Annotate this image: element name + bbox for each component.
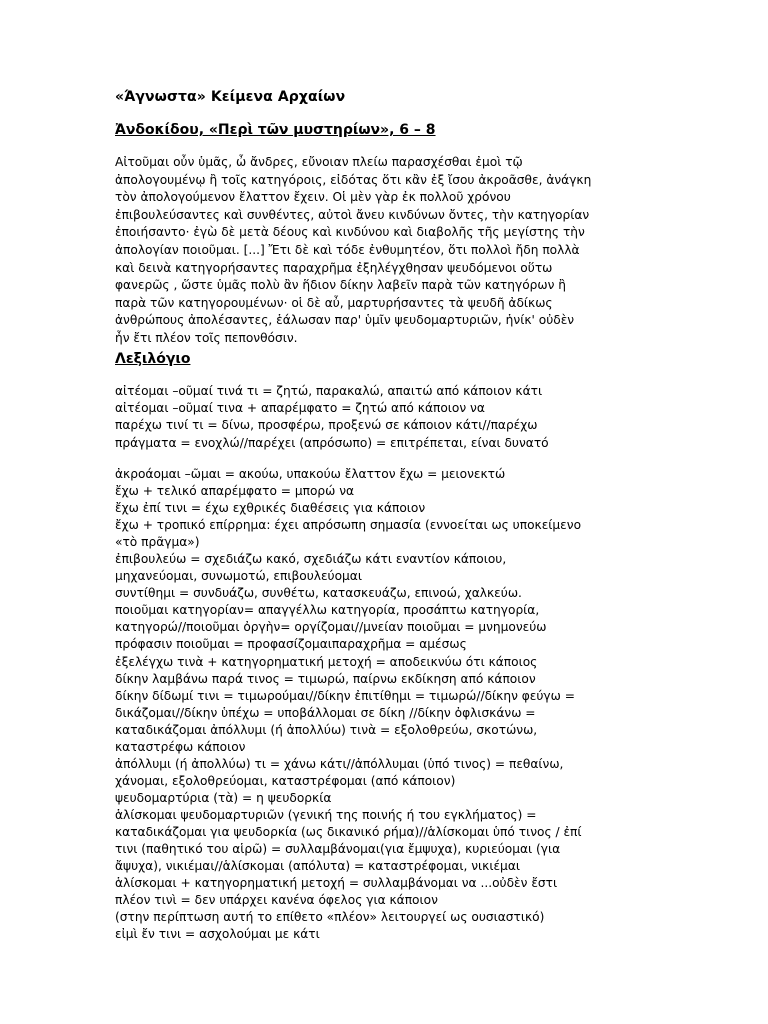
lexicon-entry-line: δίκην δίδωμί τινι = τιμωρούμαι//δίκην ἐπιτίθημι = τιμωρώ//δίκην φεύγω = [115,688,575,703]
passage-line: καὶ δεινὰ κατηγορήσαντες παραχρῆμα ἐξηλέγχθησαν ψευδόμενοι οὕτω [115,260,553,275]
lexicon-entry-line: ἀκροάομαι –ῶμαι = ακούω, υπακούω ἔλαττον ἔχω = μειονεκτώ [115,467,506,481]
lexicon-entry-line: ἁλίσκομαι + κατηγορηματική μετοχή = συλλαμβάνομαι να ...οὐδὲν ἔστι [115,876,558,891]
ancient-greek-passage [115,154,655,348]
passage-line: ἀνθρώπους ἀπολέσαντες, ἑάλωσαν παρ' ὑμῖν ψευδομαρτυριῶν, ἡνίκ' οὐδὲν [115,313,575,328]
lexicon-entry-line: παρέχω τινί τι = δίνω, προσφέρω, προξενώ σε κάποιον κάτι//παρέχω [115,418,538,433]
passage-line: Αἰτοῦμαι οὖν ὑμᾶς, ὦ ἄνδρες, εὔνοιαν πλείω παρασχέσθαι ἐμοὶ τῷ [115,155,523,169]
lexicon-entry-line: καταστρέφω κάποιον [115,739,246,754]
lexicon-entry-line: ἔχω + τελικό απαρέμφατο = μπορώ να [115,484,355,499]
lexicon-entry-line: ἔχω ἐπί τινι = έχω εχθρικές διαθέσεις για κάποιον [115,501,426,516]
lexicon-entry-line: ἄψυχα), νικιέμαι//ἁλίσκομαι (απόλυτα) = καταστρέφομαι, νικιέμαι [115,859,520,874]
lexicon-entry-line: αἰτέομαι –οῦμαί τινα + απαρέμφατο = ζητώ από κάποιον να [115,401,485,416]
lexicon-entry-line: πρόφασιν ποιοῦμαι = προφασίζομαιπαραχρῆμα = αμέσως [115,637,467,652]
passage-line: παρὰ τῶν κατηγορουμένων· οἱ δὲ αὖ, μαρτυρήσαντες τὰ ψευδῆ ἀδίκως [115,295,553,310]
lexicon-entry-line: ψευδομαρτύρια (τὰ) = η ψευδορκία [115,790,332,805]
lexicon-block-1 [115,383,660,452]
lexicon-block-2 [115,466,660,943]
lexicon-entry-line: πλέον τινὶ = δεν υπάρχει κανένα όφελος για κάποιον [115,893,438,908]
passage-line: ἦν ἔτι πλέον τοῖς πεπονθόσιν. [115,330,298,345]
lexicon-entry-line: δικάζομαι//δίκην ὑπέχω = υποβάλλομαι σε δίκη //δίκην ὀφλισκάνω = [115,705,536,720]
lexicon-entry-line: «τὸ πρᾶγμα») [115,535,200,550]
lexicon-entry-line: τινι (παθητικό του αἱρῶ) = συλλαμβάνομαι(για ἔμψυχα), κυριεύομαι (για [115,842,561,857]
lexicon-entry-line: μηχανεύομαι, συνωμοτώ, επιβουλεύομαι [115,569,362,584]
passage-line: ἐποιήσαντο· ἐγὼ δὲ μετὰ δέους καὶ κινδύνου καὶ διαβολῆς τῆς μεγίστης τὴν [115,225,585,240]
passage-line: ἐπιβουλεύσαντες καὶ συνθέντες, αὐτοὶ ἄνευ κινδύνων ὄντες, τὴν κατηγορίαν [115,207,590,222]
lexicon-entry-line: αἰτέομαι –οῦμαί τινά τι = ζητώ, παρακαλώ, απαιτώ από κάποιον κάτι [115,384,543,398]
lexicon-entry-line: ἐξελέγχω τινὰ + κατηγορηματική μετοχή = αποδεικνύω ότι κάποιος [115,654,538,669]
lexicon-entry-line: χάνομαι, εξολοθρεύομαι, καταστρέφομαι (από κάποιον) [115,773,456,788]
lexicon-entry-line: ἀπόλλυμι (ή ἀπολλύω) τι = χάνω κάτι//ἀπόλλυμαι (ὑπό τινος) = πεθαίνω, [115,756,564,771]
lexicon-entry-line: καταδικάζομαι ἀπόλλυμι (ή ἀπολλύω) τινὰ = εξολοθρεύω, σκοτώνω, [115,722,538,737]
lexicon-heading: Λεξιλόγιο [115,351,191,367]
passage-line: ἀπολογίαν ποιοῦμαι. [...] Ἔτι δὲ καὶ τόδε ἐνθυμητέον, ὅτι πολλοὶ ἤδη πολλὰ [115,242,580,257]
passage-line: ἀπολογουμένῳ ἢ τοῖς κατηγόροις, εἰδότας ὅτι κἂν ἐξ ἴσου ἀκροᾶσθε, ἀνάγκη [115,172,592,187]
lexicon-entry-line: ποιοῦμαι κατηγορίαν= απαγγέλλω κατηγορία, προσάπτω κατηγορία, [115,603,540,618]
lexicon-entry-line: ἔχω + τροπικό επίρρημα: έχει απρόσωπη σημασία (εννοείται ως υποκείμενο [115,518,582,533]
lexicon-entry-line: καταδικάζομαι για ψευδορκία (ως δικανικό ρήμα)//ἁλίσκομαι ὑπό τινος / ἐπί [115,824,582,839]
lexicon-entry-line: (στην περίπτωση αυτή το επίθετο «πλέον» λειτουργεί ως ουσιαστικό) [115,910,545,925]
passage-line: φανερῶς , ὥστε ὑμᾶς πολὺ ἂν ἥδιον δίκην λαβεῖν παρὰ τῶν κατηγόρων ἢ [115,278,566,293]
lexicon-entry-line: εἰμὶ ἔν τινι = ασχολούμαι με κάτι [115,927,320,942]
lexicon-entry-line: κατηγορώ//ποιοῦμαι ὀργὴν= οργίζομαι//μνείαν ποιοῦμαι = μνημονεύω [115,620,547,635]
passage-source-heading: Ἀνδοκίδου, «Περὶ τῶν μυστηρίων», 6 – 8 [115,122,436,138]
lexicon-entry-line: ἁλίσκομαι ψευδομαρτυριῶν (γενική της ποινής ή του εγκλήματος) = [115,807,537,822]
passage-line: τὸν ἀπολογούμενον ἔλαττον ἔχειν. Οἱ μὲν γὰρ ἐκ πολλοῦ χρόνου [115,190,511,205]
lexicon-entry-line: ἐπιβουλεύω = σχεδιάζω κακό, σχεδιάζω κάτι εναντίον κάποιου, [115,552,507,567]
lexicon-entry-line: συντίθημι = συνδυάζω, συνθέτω, κατασκευάζω, επινοώ, χαλκεύω. [115,586,522,601]
lexicon-entry-line: δίκην λαμβάνω παρά τινος = τιμωρώ, παίρνω εκδίκηση από κάποιον [115,671,536,686]
document-title: «Άγνωστα» Κείμενα Αρχαίων [115,89,346,105]
lexicon-entry-line: πράγματα = ενοχλώ//παρέχει (απρόσωπο) = επιτρέπεται, είναι δυνατό [115,435,549,450]
